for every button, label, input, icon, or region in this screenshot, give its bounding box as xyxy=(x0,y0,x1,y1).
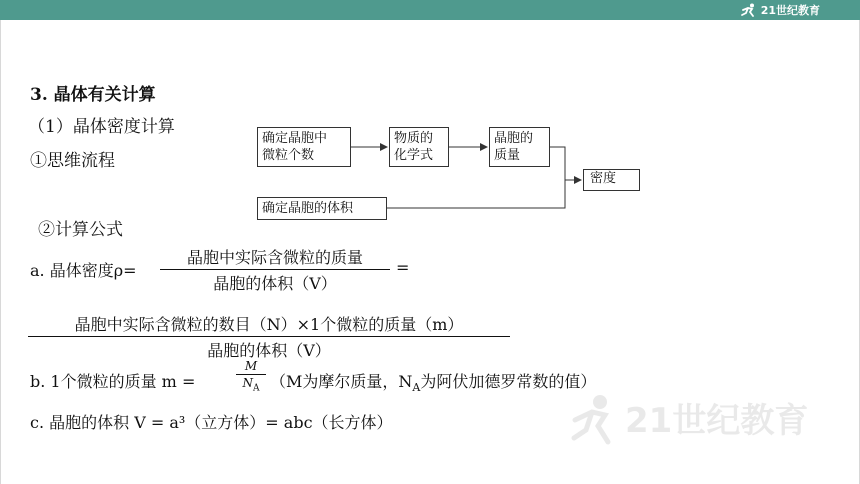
flow-box3-line2: 质量 xyxy=(494,148,521,163)
flow-box1-line2: 微粒个数 xyxy=(262,148,315,163)
flow-box-cell-mass xyxy=(489,127,550,167)
watermark-logo xyxy=(570,390,830,454)
flow-box1-line1: 确定晶胞中 xyxy=(262,131,328,146)
formula-a-frac2-numerator: 晶胞中实际含微粒的数目（N）×1个微粒的质量（m） xyxy=(74,315,464,334)
subsection-title: （1）晶体密度计算 xyxy=(28,117,175,137)
fraction-bar xyxy=(236,374,266,375)
arrow-3 xyxy=(550,147,581,180)
formula-a-frac1-denominator: 晶胞的体积（V） xyxy=(213,274,337,293)
fraction-bar xyxy=(160,269,390,270)
watermark-runner-icon xyxy=(570,390,830,450)
formula-a-fraction-1 xyxy=(160,245,390,294)
flow-box-chemical-formula xyxy=(389,127,449,167)
flow-box3-line1: 晶胞的 xyxy=(494,131,534,146)
step-thinking-flow: ①思维流程 xyxy=(30,151,115,171)
formula-a-equals: = xyxy=(396,258,410,277)
logo-text: 21世纪教育 xyxy=(760,4,820,17)
fraction-bar xyxy=(28,336,510,337)
flow-box2-line2: 化学式 xyxy=(394,148,434,163)
section-heading: 3. 晶体有关计算 xyxy=(30,85,156,105)
flow-box-particle-count xyxy=(257,127,351,167)
watermark-text: 21世纪教育 xyxy=(625,401,809,441)
formula-b-prefix: b. 1个微粒的质量 m = xyxy=(30,372,196,391)
formula-b-denominator: $N_A$ xyxy=(242,376,260,394)
flow-box-cell-volume xyxy=(257,197,387,220)
flow-box2-line1: 物质的 xyxy=(394,131,434,146)
formula-a-fraction-2 xyxy=(28,312,510,361)
flow-box4-text: 密度 xyxy=(590,171,617,186)
formula-b-fraction xyxy=(236,359,266,393)
formula-a-prefix: a. 晶体密度ρ= xyxy=(30,261,137,280)
flow-box5-text: 确定晶胞的体积 xyxy=(262,201,354,216)
formula-b-numerator: M xyxy=(244,359,258,373)
formula-a-frac1-numerator: 晶胞中实际含微粒的质量 xyxy=(186,248,363,267)
formula-c: c. 晶胞的体积 V = a³（立方体）= abc（长方体） xyxy=(30,413,393,432)
formula-b-suffix: （M为摩尔质量，$N_A$为阿伏加德罗常数的值） xyxy=(270,372,597,395)
formula-a-frac2-denominator: 晶胞的体积（V） xyxy=(207,341,331,360)
flow-box-density xyxy=(583,169,640,191)
step-formula: ②计算公式 xyxy=(38,220,123,240)
arrow-4 xyxy=(387,180,565,208)
